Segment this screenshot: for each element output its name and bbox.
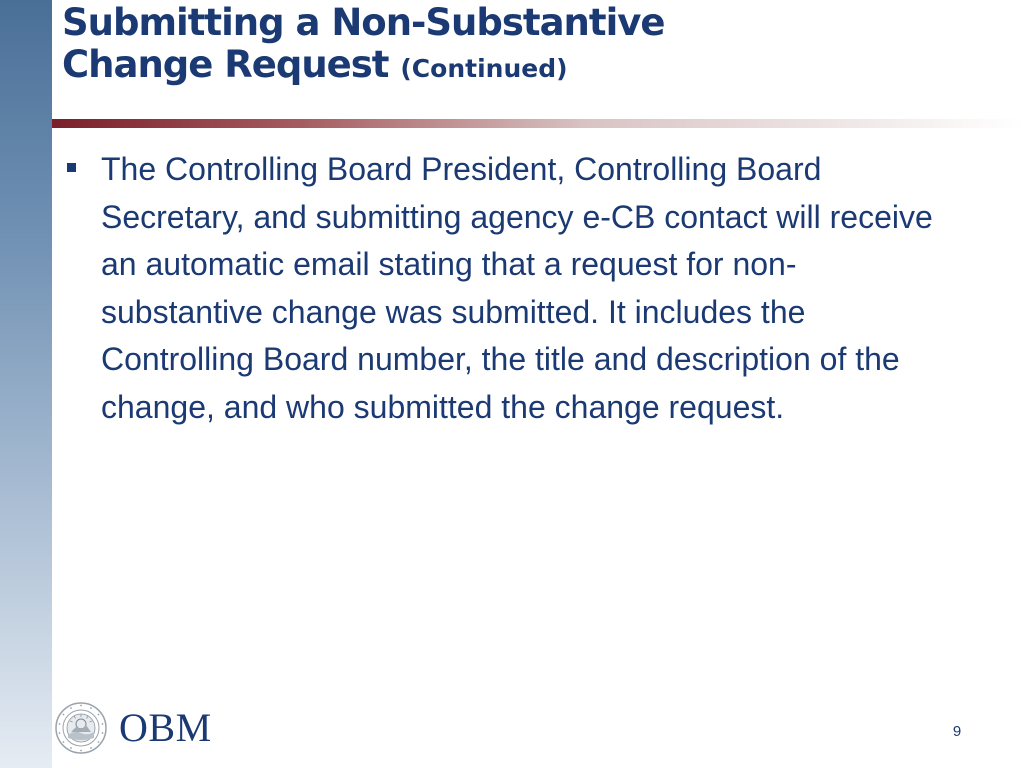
bullet-text: The Controlling Board President, Controlling Board Secretary, and submitting agency e-CB contact will receive an automatic email stating that a request for non-substantive change was submitted. It includes the Controlling Board number, the title and description of the change, and who submitted the change request. <box>101 151 933 425</box>
title-continued-suffix: (Continued) <box>400 54 568 83</box>
title-divider-rule <box>52 119 1024 128</box>
ohio-obm-seal-icon <box>55 702 107 754</box>
title-line-2 <box>62 44 1002 90</box>
square-bullet-icon <box>67 163 76 172</box>
slide-title <box>62 2 1002 90</box>
footer-logo <box>55 702 212 754</box>
title-line-1: Submitting a Non-Substantive <box>62 1 665 44</box>
bullet-list <box>64 146 944 431</box>
page-number: 9 <box>952 723 962 740</box>
side-accent-bar <box>0 0 52 768</box>
bullet-item <box>64 146 944 431</box>
title-main-text: Change Request <box>62 43 389 86</box>
obm-logo-text: OBM <box>119 705 212 750</box>
